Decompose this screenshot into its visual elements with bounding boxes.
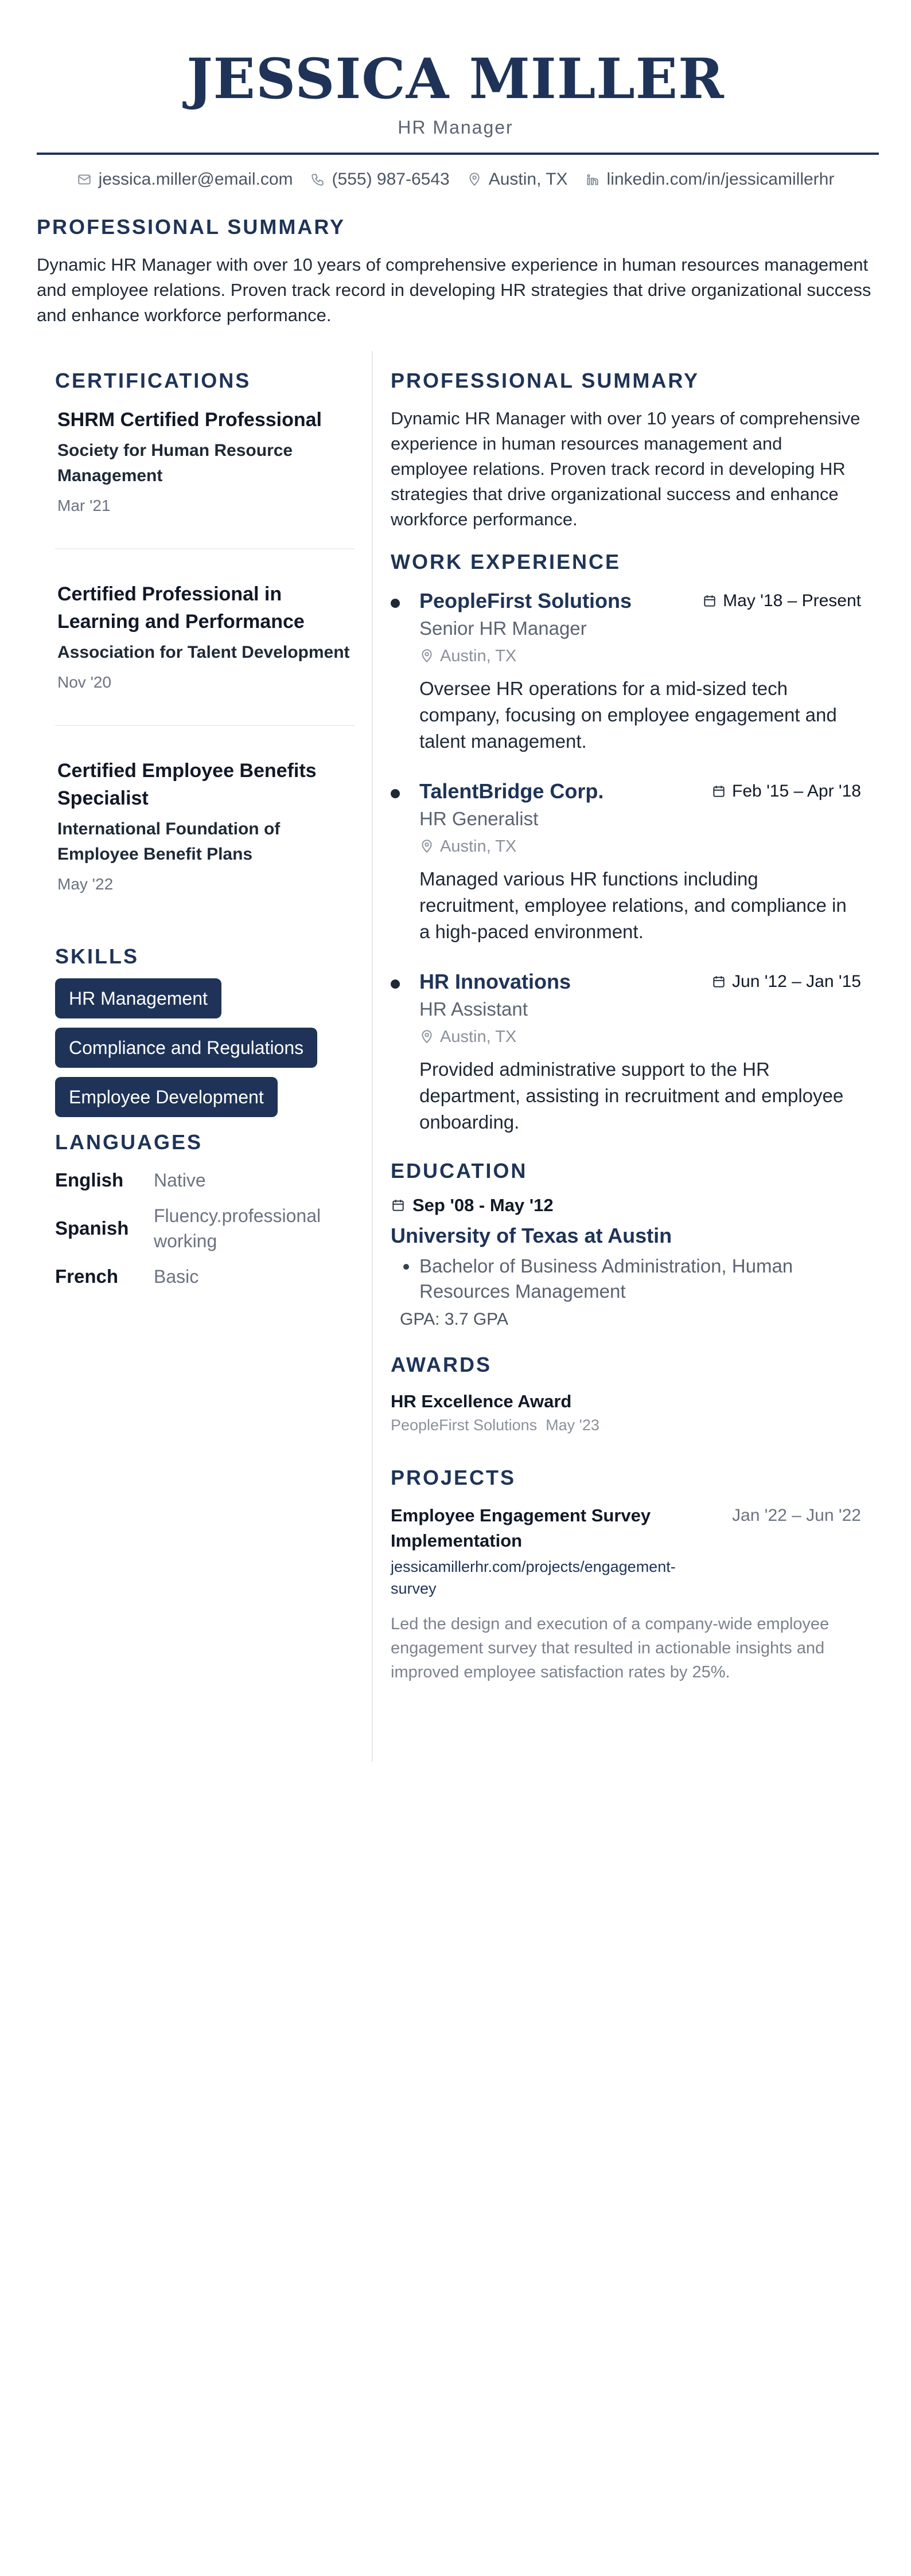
calendar-icon	[711, 784, 726, 799]
award-meta	[391, 1416, 861, 1434]
certification-date: Mar '21	[57, 497, 111, 514]
award-name: HR Excellence Award	[391, 1391, 572, 1411]
timeline-bullet	[391, 979, 400, 989]
certification-item	[55, 757, 355, 895]
certification-org: Society for Human Resource Management	[57, 441, 293, 485]
job-location	[419, 646, 861, 666]
section-title: LANGUAGES	[55, 1130, 203, 1154]
project-link[interactable]: jessicamillerhr.com/projects/engagement-survey	[391, 1558, 676, 1597]
language-level: Native	[154, 1170, 206, 1191]
section-title: EDUCATION	[391, 1159, 528, 1182]
job-dates-text: Feb '15 – Apr '18	[732, 782, 861, 801]
job-description: Provided administrative support to the HR department, assisting in recruitment and employee onboarding.	[419, 1059, 844, 1133]
job-company: PeopleFirst Solutions	[419, 589, 632, 612]
language-level: Basic	[154, 1266, 199, 1287]
language-level: Fluency.professional working	[154, 1205, 321, 1251]
education-section	[391, 1158, 861, 1329]
linkedin-icon	[585, 172, 600, 187]
job-company: HR Innovations	[419, 970, 571, 993]
contact-linkedin[interactable]	[585, 168, 835, 191]
timeline-bullet	[391, 599, 400, 608]
summary-text: Dynamic HR Manager with over 10 years of comprehensive experience in human resources management and employee relations. Proven track record in developing HR strategies that drive organizational success and enhance workforce performance.	[37, 255, 871, 325]
language-name: Spanish	[55, 1217, 129, 1239]
project-header	[391, 1503, 861, 1554]
phone-icon	[310, 172, 325, 187]
contact-location	[467, 168, 568, 191]
job-location	[419, 836, 861, 857]
certification-name: Certified Employee Benefits Specialist	[57, 760, 317, 809]
contact-email[interactable]	[77, 168, 293, 191]
job-location-text: Austin, TX	[440, 1028, 517, 1046]
resume-header	[0, 0, 911, 139]
language-row	[55, 1168, 355, 1193]
contact-phone[interactable]	[310, 168, 450, 191]
contact-linkedin-text: linkedin.com/in/jessicamillerhr	[606, 170, 835, 189]
language-row	[55, 1264, 355, 1289]
calendar-icon	[711, 974, 726, 989]
timeline-bullet	[391, 789, 400, 798]
job-dates-text: Jun '12 – Jan '15	[732, 972, 861, 991]
calendar-icon	[702, 594, 717, 608]
contact-bar	[0, 168, 911, 191]
project-name: Employee Engagement Survey Implementation	[391, 1505, 651, 1551]
section-title: AWARDS	[391, 1353, 492, 1376]
certification-item	[55, 580, 355, 693]
location-pin-icon	[419, 1029, 434, 1044]
job-company: TalentBridge Corp.	[419, 779, 604, 803]
skill-tag: Compliance and Regulations	[55, 1028, 317, 1068]
right-column	[391, 368, 861, 1684]
contact-location-text: Austin, TX	[488, 170, 568, 189]
job-title: HR Generalist	[419, 808, 539, 829]
job-dates	[711, 782, 861, 801]
education-degree: Bachelor of Business Administration, Human Resources Management	[391, 1254, 861, 1304]
education-dates-text: Sep '08 - May '12	[412, 1195, 554, 1215]
job-dates	[702, 591, 861, 611]
section-title: PROFESSIONAL SUMMARY	[391, 369, 700, 392]
gpa-label: GPA:	[400, 1310, 440, 1329]
certification-org: International Foundation of Employee Benefit Plans	[57, 819, 281, 864]
skill-tag: HR Management	[55, 978, 221, 1018]
award-issuer: PeopleFirst Solutions	[391, 1416, 538, 1434]
certification-org: Association for Talent Development	[57, 643, 350, 662]
section-title: SKILLS	[55, 944, 139, 968]
job-location-text: Austin, TX	[440, 837, 517, 856]
award-date: May '23	[546, 1416, 599, 1434]
education-dates	[391, 1195, 861, 1216]
divider	[55, 725, 355, 726]
job-title: Senior HR Manager	[419, 618, 587, 639]
section-title: CERTIFICATIONS	[55, 369, 251, 392]
location-pin-icon	[467, 172, 482, 187]
left-column	[55, 368, 355, 1299]
summary-text: Dynamic HR Manager with over 10 years of comprehensive experience in human resources management and employee relations. Proven track record in developing HR strategies that drive organizational success and enhance workforce performance.	[391, 408, 861, 529]
mail-icon	[77, 172, 92, 187]
divider	[55, 548, 355, 549]
job-location-text: Austin, TX	[440, 647, 517, 665]
section-title: PROFESSIONAL SUMMARY	[37, 215, 346, 239]
job-description: Managed various HR functions including recruitment, employee relations, and compliance in a high-paced environment.	[419, 868, 847, 942]
location-pin-icon	[419, 839, 434, 854]
header-divider	[37, 153, 879, 155]
certification-name: SHRM Certified Professional	[57, 409, 322, 431]
section-title: PROJECTS	[391, 1466, 516, 1489]
skills-section	[55, 944, 355, 1126]
section-title: WORK EXPERIENCE	[391, 550, 621, 573]
column-divider	[372, 351, 373, 1762]
skill-tag: Employee Development	[55, 1077, 278, 1117]
gpa-value: 3.7 GPA	[444, 1310, 508, 1329]
location-pin-icon	[419, 649, 434, 663]
certification-item	[55, 406, 355, 516]
calendar-icon	[391, 1198, 406, 1213]
project-description: Led the design and execution of a company-wide employee engagement survey that resulted in actionable insights and improved employee satisfaction rates by 25%.	[391, 1615, 830, 1681]
languages-section	[55, 1130, 355, 1289]
job-title: HR Assistant	[419, 998, 528, 1020]
job-dates	[711, 972, 861, 992]
contact-phone-text: (555) 987-6543	[332, 170, 450, 189]
certification-date: May '22	[57, 875, 114, 893]
language-name: English	[55, 1169, 124, 1191]
job-dates-text: May '18 – Present	[723, 591, 861, 610]
education-gpa	[391, 1310, 861, 1329]
candidate-name: JESSICA MILLER	[186, 46, 725, 111]
language-name: French	[55, 1266, 119, 1287]
job-entry	[391, 587, 861, 755]
job-description: Oversee HR operations for a mid-sized tech company, focusing on employee engagement and talent management.	[419, 678, 837, 752]
job-location	[419, 1027, 861, 1047]
certification-date: Nov '20	[57, 673, 112, 691]
projects-section	[391, 1465, 861, 1684]
awards-section	[391, 1352, 861, 1434]
job-entry	[391, 778, 861, 945]
certification-name: Certified Professional in Learning and Performance	[57, 583, 305, 633]
project-dates: Jan '22 – Jun '22	[732, 1506, 861, 1525]
contact-email-text: jessica.miller@email.com	[98, 170, 293, 189]
education-school: University of Texas at Austin	[391, 1224, 672, 1247]
top-summary-section	[37, 214, 879, 328]
candidate-role: HR Manager	[398, 117, 513, 138]
language-row	[55, 1203, 355, 1254]
job-entry	[391, 968, 861, 1135]
